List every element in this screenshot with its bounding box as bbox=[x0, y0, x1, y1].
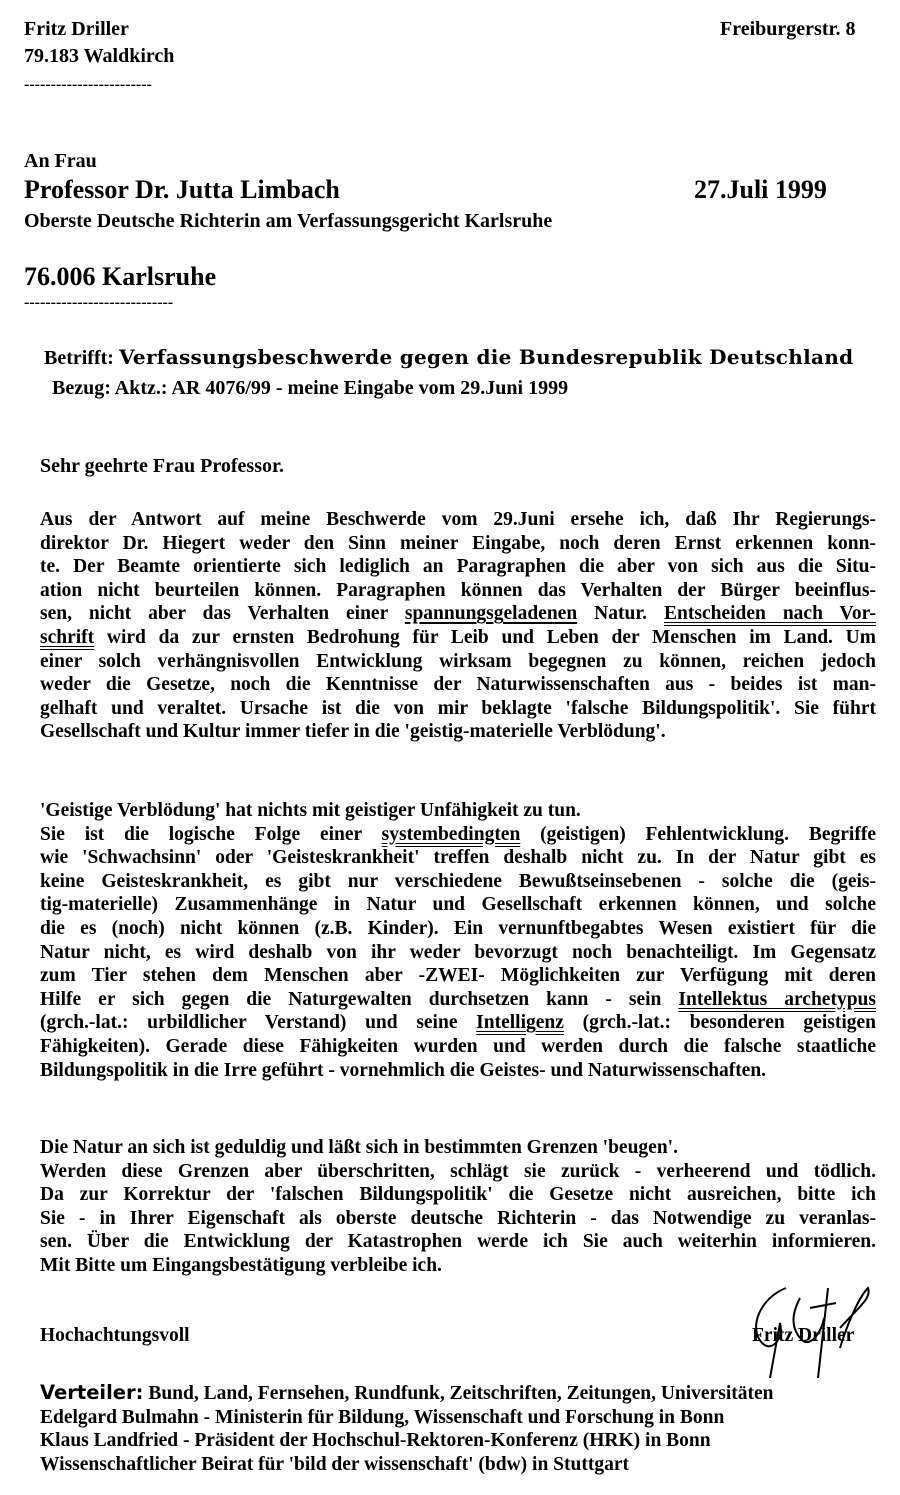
text-line: Klaus Landfried - Präsident der Hochschul-Rektoren-Konferenz (HRK) in Bonn bbox=[40, 1430, 711, 1452]
subject-text: Verfassungsbeschwerde gegen die Bundesrepublik Deutschland bbox=[118, 345, 854, 369]
underlined-term: Entscheiden nach Vor- bbox=[664, 603, 877, 625]
paragraph-3 bbox=[40, 1136, 876, 1278]
distribution-list bbox=[40, 1381, 880, 1476]
text-line: direktor Dr. Hiegert weder den Sinn meiner Eingabe, noch deren Ernst erkennen konn- bbox=[40, 532, 876, 554]
sender-street: Freiburgerstr. 8 bbox=[720, 18, 856, 40]
underlined-term: Intellektus archetypus bbox=[678, 988, 876, 1010]
text-line: Gesellschaft und Kultur immer tiefer in die 'geistig-materielle Verblödung'. bbox=[40, 721, 666, 743]
text-line: die es (noch) nicht können (z.B. Kinder). Ein vernunftbegabtes Wesen existiert für die bbox=[40, 917, 876, 939]
text-line: Wissenschaftlicher Beirat für 'bild der wissenschaft' (bdw) in Stuttgart bbox=[40, 1453, 629, 1475]
text-line: schrift wird da zur ernsten Bedrohung für Leib und Leben der Menschen im Land. Um bbox=[40, 626, 876, 648]
sender-city: 79.183 Waldkirch bbox=[24, 45, 175, 67]
text-line: Fähigkeiten). Gerade diese Fähigkeiten wurden und werden durch die falsche staatliche bbox=[40, 1035, 876, 1057]
subject-label: Betrifft: bbox=[44, 347, 114, 369]
underlined-term: spannungsgeladenen bbox=[404, 603, 578, 625]
text-line: Hilfe er sich gegen die Naturgewalten durchsetzen kann - sein Intellektus archetypus bbox=[40, 988, 876, 1010]
text-line: Mit Bitte um Eingangsbestätigung verbleibe ich. bbox=[40, 1254, 442, 1276]
recipient-salutation: An Frau bbox=[24, 150, 97, 172]
text-line: einer solch verhängnisvollen Entwicklung wirksam begegnen zu können, reichen jedoch bbox=[40, 650, 876, 672]
greeting: Sehr geehrte Frau Professor. bbox=[40, 455, 285, 477]
recipient-title: Oberste Deutsche Richterin am Verfassungsgericht Karlsruhe bbox=[24, 210, 553, 232]
text-line: Verteiler: Bund, Land, Fernsehen, Rundfunk, Zeitschriften, Zeitungen, Universitäten bbox=[40, 1381, 774, 1404]
text-line: Edelgard Bulmahn - Ministerin für Bildung, Wissenschaft und Forschung in Bonn bbox=[40, 1406, 725, 1428]
signature-name: Fritz Driller bbox=[752, 1325, 855, 1346]
underlined-term: Intelligenz bbox=[476, 1012, 564, 1034]
text-line: Natur nicht, es wird deshalb von ihr weder bevorzugt noch benachteiligt. Im Gegensatz bbox=[40, 941, 876, 963]
underlined-term: systembedingten bbox=[381, 823, 521, 845]
text-line: te. Der Beamte orientierte sich lediglich an Paragraphen die aber von sich aus die Situ- bbox=[40, 556, 876, 578]
sender-separator: ------------------------ bbox=[24, 76, 152, 93]
text-line: weder die Gesetze, noch die Kenntnisse der Naturwissenschaften aus - beides ist man- bbox=[40, 674, 876, 696]
text-line: (grch.-lat.: urbildlicher Verstand) und seine Intelligenz (grch.-lat.: besonderen geistigen bbox=[40, 1012, 876, 1034]
text-line: Werden diese Grenzen aber überschritten, schlägt sie zurück - verheerend und tödlich. bbox=[40, 1160, 876, 1182]
sender-name: Fritz Driller bbox=[24, 18, 129, 40]
distribution-label: Verteiler: bbox=[40, 1381, 144, 1404]
paragraph-1 bbox=[40, 508, 876, 744]
recipient-city: 76.006 Karlsruhe bbox=[24, 262, 217, 291]
text-line: sen. Über die Entwicklung der Katastrophen werde ich Sie auch weiterhin informieren. bbox=[40, 1231, 876, 1253]
closing: Hochachtungsvoll bbox=[40, 1325, 190, 1346]
text-line: gelhaft und veraltet. Ursache ist die von mir beklagte 'falsche Bildungspolitik'. Sie führt bbox=[40, 697, 876, 719]
text-line: Sie ist die logische Folge einer systembedingten (geistigen) Fehlentwicklung. Begriffe bbox=[40, 823, 876, 845]
text-line: Bildungspolitik in die Irre geführt - vornehmlich die Geistes- und Naturwissenschaften. bbox=[40, 1059, 767, 1081]
text-line: keine Geisteskrankheit, es gibt nur verschiedene Bewußtseinsebenen - solche die (geis- bbox=[40, 870, 876, 892]
text-line: wie 'Schwachsinn' oder 'Geisteskrankheit' treffen deshalb nicht zu. In der Natur gibt es bbox=[40, 847, 876, 869]
text-line: Da zur Korrektur der 'falschen Bildungspolitik' die Gesetze nicht ausreichen, bitte ich bbox=[40, 1184, 876, 1206]
text-line: Sie - in Ihrer Eigenschaft als oberste deutsche Richterin - das Notwendige zu veranlas- bbox=[40, 1207, 876, 1229]
recipient-name: Professor Dr. Jutta Limbach bbox=[24, 175, 340, 204]
subject-reference: Bezug: Aktz.: AR 4076/99 - meine Eingabe vom 29.Juni 1999 bbox=[52, 377, 569, 399]
letter-date: 27.Juli 1999 bbox=[694, 175, 827, 204]
subject-line bbox=[44, 345, 853, 370]
text-line: Aus der Antwort auf meine Beschwerde vom 29.Juni ersehe ich, daß Ihr Regierungs- bbox=[40, 509, 876, 530]
text-line: 'Geistige Verblödung' hat nichts mit geistiger Unfähigkeit zu tun. bbox=[40, 800, 581, 821]
text-line: Die Natur an sich ist geduldig und läßt sich in bestimmten Grenzen 'beugen'. bbox=[40, 1137, 678, 1158]
paragraph-2 bbox=[40, 799, 876, 1082]
text-line: ation nicht beurteilen können. Paragraphen können das Verhalten der Bürger beeinflus- bbox=[40, 579, 876, 601]
text-line: tig-materielle) Zusammenhänge in Natur und Gesellschaft erkennen können, und solche bbox=[40, 894, 876, 916]
underlined-term: schrift bbox=[40, 626, 95, 648]
text-line: zum Tier stehen dem Menschen aber -ZWEI- Möglichkeiten zur Verfügung mit deren bbox=[40, 965, 876, 987]
text-line: sen, nicht aber das Verhalten einer spannungsgeladenen Natur. Entscheiden nach Vor- bbox=[40, 603, 877, 625]
recipient-separator: ---------------------------- bbox=[24, 294, 174, 311]
